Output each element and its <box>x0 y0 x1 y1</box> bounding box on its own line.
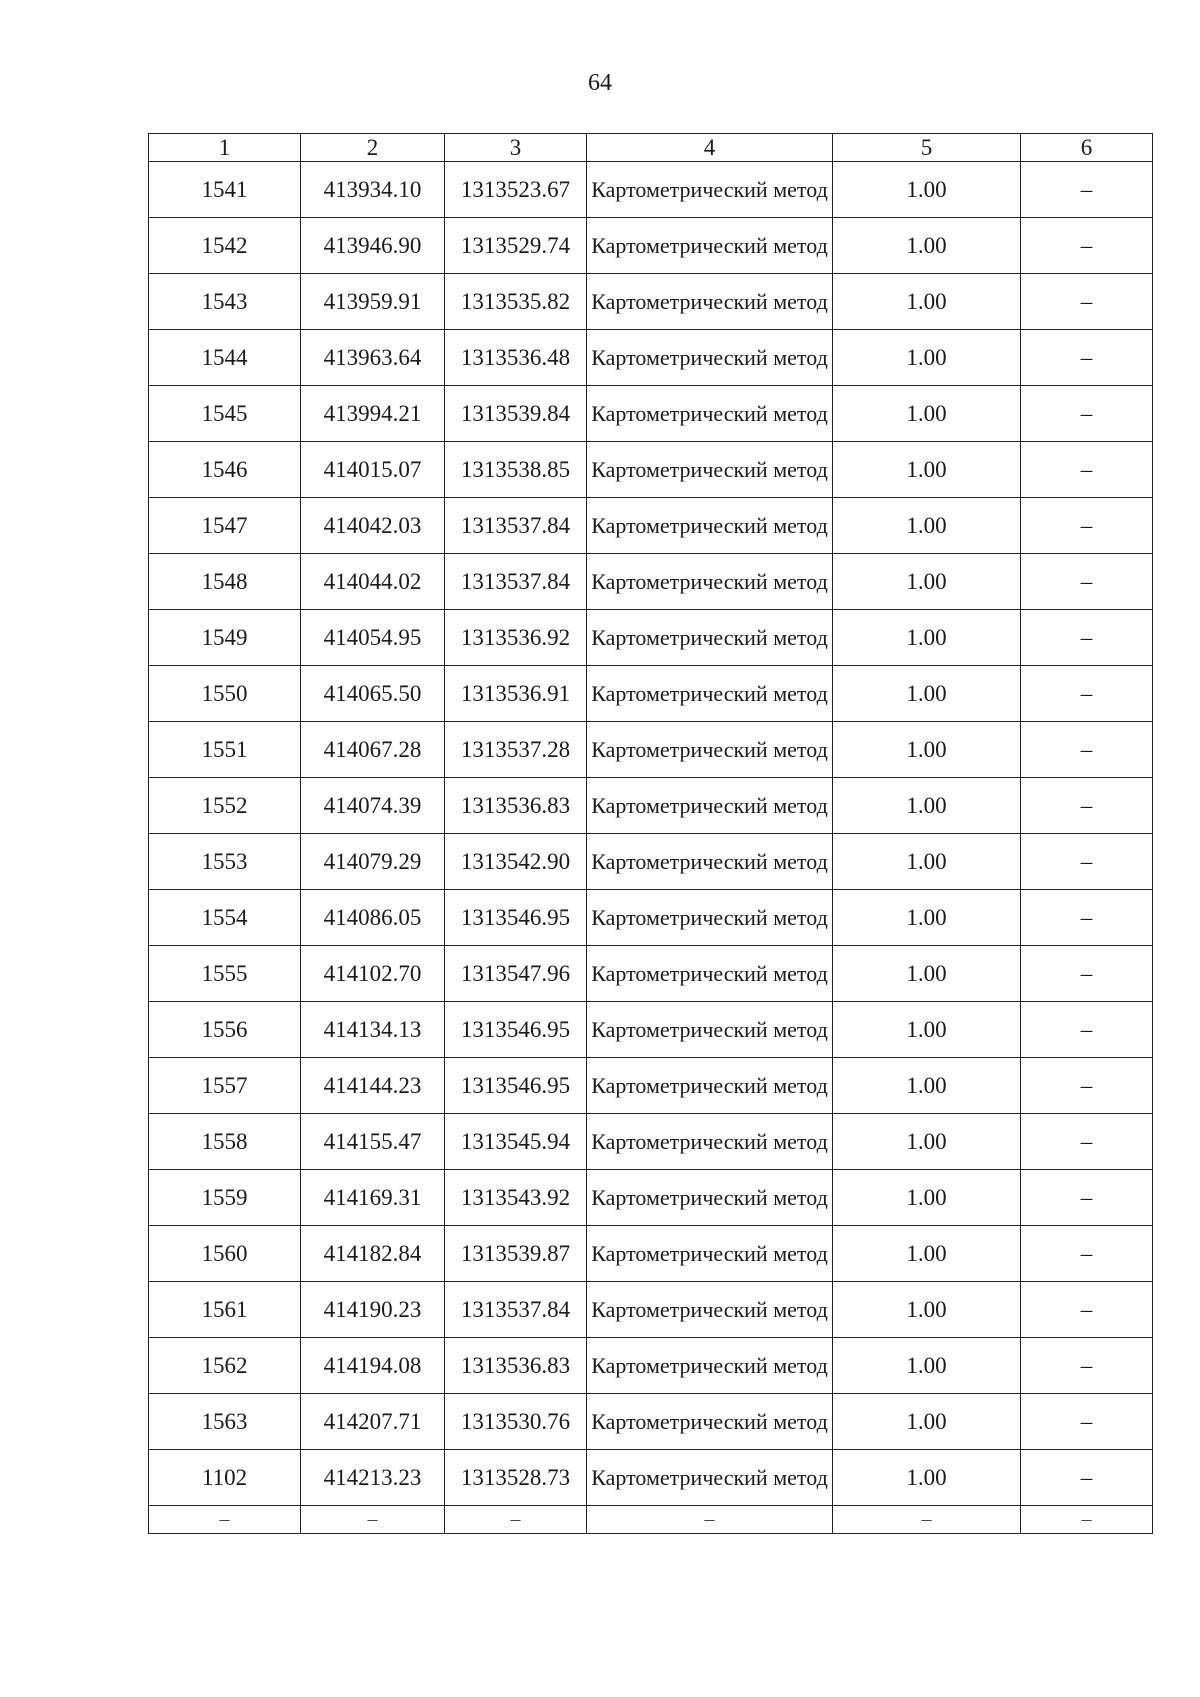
method-cell: Картометрический метод <box>587 1226 833 1282</box>
point-number-cell: 1553 <box>149 834 301 890</box>
note-cell: – <box>1021 890 1153 946</box>
y-coordinate-cell: 1313546.95 <box>445 890 587 946</box>
table-header-row <box>149 134 1153 162</box>
note-cell: – <box>1021 946 1153 1002</box>
method-cell: Картометрический метод <box>587 274 833 330</box>
table-row <box>149 1450 1153 1506</box>
end-row-dash-cell: – <box>445 1506 587 1534</box>
table-row <box>149 1114 1153 1170</box>
table-row <box>149 218 1153 274</box>
point-number-cell: 1559 <box>149 1170 301 1226</box>
x-coordinate-cell: 413946.90 <box>301 218 445 274</box>
point-number-cell: 1547 <box>149 498 301 554</box>
y-coordinate-cell: 1313537.84 <box>445 1282 587 1338</box>
point-number-cell: 1555 <box>149 946 301 1002</box>
accuracy-cell: 1.00 <box>833 1226 1021 1282</box>
point-number-cell: 1551 <box>149 722 301 778</box>
method-cell: Картометрический метод <box>587 554 833 610</box>
note-cell: – <box>1021 1058 1153 1114</box>
y-coordinate-cell: 1313535.82 <box>445 274 587 330</box>
note-cell: – <box>1021 610 1153 666</box>
y-coordinate-cell: 1313539.87 <box>445 1226 587 1282</box>
note-cell: – <box>1021 722 1153 778</box>
table-row <box>149 1058 1153 1114</box>
method-cell: Картометрический метод <box>587 890 833 946</box>
table-row <box>149 834 1153 890</box>
method-cell: Картометрический метод <box>587 1394 833 1450</box>
point-number-cell: 1542 <box>149 218 301 274</box>
y-coordinate-cell: 1313547.96 <box>445 946 587 1002</box>
x-coordinate-cell: 414207.71 <box>301 1394 445 1450</box>
end-row-dash-cell: – <box>301 1506 445 1534</box>
point-number-cell: 1550 <box>149 666 301 722</box>
x-coordinate-cell: 414102.70 <box>301 946 445 1002</box>
method-cell: Картометрический метод <box>587 162 833 218</box>
y-coordinate-cell: 1313536.48 <box>445 330 587 386</box>
method-cell: Картометрический метод <box>587 1058 833 1114</box>
note-cell: – <box>1021 386 1153 442</box>
method-cell: Картометрический метод <box>587 1450 833 1506</box>
point-number-cell: 1549 <box>149 610 301 666</box>
table-row <box>149 1282 1153 1338</box>
accuracy-cell: 1.00 <box>833 1338 1021 1394</box>
table-row <box>149 386 1153 442</box>
note-cell: – <box>1021 442 1153 498</box>
point-number-cell: 1546 <box>149 442 301 498</box>
method-cell: Картометрический метод <box>587 1338 833 1394</box>
note-cell: – <box>1021 554 1153 610</box>
x-coordinate-cell: 414079.29 <box>301 834 445 890</box>
accuracy-cell: 1.00 <box>833 778 1021 834</box>
point-number-cell: 1563 <box>149 1394 301 1450</box>
point-number-cell: 1548 <box>149 554 301 610</box>
note-cell: – <box>1021 274 1153 330</box>
end-row-dash-cell: – <box>149 1506 301 1534</box>
point-number-cell: 1543 <box>149 274 301 330</box>
y-coordinate-cell: 1313530.76 <box>445 1394 587 1450</box>
note-cell: – <box>1021 1002 1153 1058</box>
y-coordinate-cell: 1313545.94 <box>445 1114 587 1170</box>
table-row <box>149 610 1153 666</box>
point-number-cell: 1560 <box>149 1226 301 1282</box>
accuracy-cell: 1.00 <box>833 666 1021 722</box>
x-coordinate-cell: 414065.50 <box>301 666 445 722</box>
point-number-cell: 1541 <box>149 162 301 218</box>
table-row <box>149 778 1153 834</box>
point-number-cell: 1544 <box>149 330 301 386</box>
y-coordinate-cell: 1313543.92 <box>445 1170 587 1226</box>
accuracy-cell: 1.00 <box>833 1394 1021 1450</box>
accuracy-cell: 1.00 <box>833 1114 1021 1170</box>
method-cell: Картометрический метод <box>587 1282 833 1338</box>
table-row <box>149 946 1153 1002</box>
accuracy-cell: 1.00 <box>833 610 1021 666</box>
method-cell: Картометрический метод <box>587 1114 833 1170</box>
point-number-cell: 1562 <box>149 1338 301 1394</box>
column-header-3: 3 <box>445 134 587 162</box>
x-coordinate-cell: 414190.23 <box>301 1282 445 1338</box>
method-cell: Картометрический метод <box>587 610 833 666</box>
table-body <box>149 162 1153 1534</box>
x-coordinate-cell: 414182.84 <box>301 1226 445 1282</box>
column-header-4: 4 <box>587 134 833 162</box>
x-coordinate-cell: 413963.64 <box>301 330 445 386</box>
y-coordinate-cell: 1313537.28 <box>445 722 587 778</box>
x-coordinate-cell: 413959.91 <box>301 274 445 330</box>
method-cell: Картометрический метод <box>587 498 833 554</box>
method-cell: Картометрический метод <box>587 442 833 498</box>
y-coordinate-cell: 1313546.95 <box>445 1058 587 1114</box>
point-number-cell: 1558 <box>149 1114 301 1170</box>
point-number-cell: 1554 <box>149 890 301 946</box>
method-cell: Картометрический метод <box>587 834 833 890</box>
x-coordinate-cell: 414067.28 <box>301 722 445 778</box>
method-cell: Картометрический метод <box>587 218 833 274</box>
note-cell: – <box>1021 1114 1153 1170</box>
note-cell: – <box>1021 330 1153 386</box>
y-coordinate-cell: 1313542.90 <box>445 834 587 890</box>
method-cell: Картометрический метод <box>587 330 833 386</box>
x-coordinate-cell: 414086.05 <box>301 890 445 946</box>
accuracy-cell: 1.00 <box>833 1002 1021 1058</box>
table-row <box>149 1226 1153 1282</box>
y-coordinate-cell: 1313537.84 <box>445 498 587 554</box>
y-coordinate-cell: 1313538.85 <box>445 442 587 498</box>
table-row <box>149 274 1153 330</box>
y-coordinate-cell: 1313536.91 <box>445 666 587 722</box>
accuracy-cell: 1.00 <box>833 442 1021 498</box>
note-cell: – <box>1021 218 1153 274</box>
table-row <box>149 498 1153 554</box>
accuracy-cell: 1.00 <box>833 162 1021 218</box>
method-cell: Картометрический метод <box>587 1170 833 1226</box>
note-cell: – <box>1021 1282 1153 1338</box>
table-row <box>149 162 1153 218</box>
page-number: 64 <box>588 70 612 96</box>
note-cell: – <box>1021 498 1153 554</box>
accuracy-cell: 1.00 <box>833 946 1021 1002</box>
table-row <box>149 554 1153 610</box>
point-number-cell: 1556 <box>149 1002 301 1058</box>
table-row <box>149 1002 1153 1058</box>
note-cell: – <box>1021 834 1153 890</box>
accuracy-cell: 1.00 <box>833 554 1021 610</box>
method-cell: Картометрический метод <box>587 386 833 442</box>
accuracy-cell: 1.00 <box>833 890 1021 946</box>
x-coordinate-cell: 414169.31 <box>301 1170 445 1226</box>
coordinates-table <box>148 133 1153 1534</box>
note-cell: – <box>1021 1170 1153 1226</box>
table-row <box>149 722 1153 778</box>
y-coordinate-cell: 1313523.67 <box>445 162 587 218</box>
y-coordinate-cell: 1313536.92 <box>445 610 587 666</box>
y-coordinate-cell: 1313546.95 <box>445 1002 587 1058</box>
method-cell: Картометрический метод <box>587 778 833 834</box>
x-coordinate-cell: 414074.39 <box>301 778 445 834</box>
method-cell: Картометрический метод <box>587 722 833 778</box>
accuracy-cell: 1.00 <box>833 1058 1021 1114</box>
column-header-1: 1 <box>149 134 301 162</box>
x-coordinate-cell: 414155.47 <box>301 1114 445 1170</box>
accuracy-cell: 1.00 <box>833 274 1021 330</box>
y-coordinate-cell: 1313536.83 <box>445 1338 587 1394</box>
end-row-dash-cell: – <box>833 1506 1021 1534</box>
table-row <box>149 330 1153 386</box>
x-coordinate-cell: 414194.08 <box>301 1338 445 1394</box>
point-number-cell: 1557 <box>149 1058 301 1114</box>
accuracy-cell: 1.00 <box>833 498 1021 554</box>
table-row <box>149 890 1153 946</box>
note-cell: – <box>1021 778 1153 834</box>
method-cell: Картометрический метод <box>587 1002 833 1058</box>
y-coordinate-cell: 1313537.84 <box>445 554 587 610</box>
x-coordinate-cell: 414042.03 <box>301 498 445 554</box>
point-number-cell: 1545 <box>149 386 301 442</box>
note-cell: – <box>1021 162 1153 218</box>
y-coordinate-cell: 1313536.83 <box>445 778 587 834</box>
method-cell: Картометрический метод <box>587 666 833 722</box>
note-cell: – <box>1021 1450 1153 1506</box>
point-number-cell: 1561 <box>149 1282 301 1338</box>
x-coordinate-cell: 413934.10 <box>301 162 445 218</box>
accuracy-cell: 1.00 <box>833 218 1021 274</box>
point-number-cell: 1552 <box>149 778 301 834</box>
table-row <box>149 666 1153 722</box>
point-number-cell: 1102 <box>149 1450 301 1506</box>
note-cell: – <box>1021 1338 1153 1394</box>
accuracy-cell: 1.00 <box>833 834 1021 890</box>
accuracy-cell: 1.00 <box>833 330 1021 386</box>
column-header-5: 5 <box>833 134 1021 162</box>
accuracy-cell: 1.00 <box>833 1450 1021 1506</box>
column-header-2: 2 <box>301 134 445 162</box>
table-row <box>149 1394 1153 1450</box>
x-coordinate-cell: 414144.23 <box>301 1058 445 1114</box>
note-cell: – <box>1021 1226 1153 1282</box>
x-coordinate-cell: 414015.07 <box>301 442 445 498</box>
end-row-dash-cell: – <box>587 1506 833 1534</box>
accuracy-cell: 1.00 <box>833 1170 1021 1226</box>
table-row <box>149 1170 1153 1226</box>
note-cell: – <box>1021 666 1153 722</box>
table-row <box>149 442 1153 498</box>
x-coordinate-cell: 414054.95 <box>301 610 445 666</box>
table-row <box>149 1338 1153 1394</box>
x-coordinate-cell: 414044.02 <box>301 554 445 610</box>
accuracy-cell: 1.00 <box>833 722 1021 778</box>
method-cell: Картометрический метод <box>587 946 833 1002</box>
table-end-row <box>149 1506 1153 1534</box>
x-coordinate-cell: 414213.23 <box>301 1450 445 1506</box>
column-header-6: 6 <box>1021 134 1153 162</box>
x-coordinate-cell: 413994.21 <box>301 386 445 442</box>
y-coordinate-cell: 1313539.84 <box>445 386 587 442</box>
accuracy-cell: 1.00 <box>833 386 1021 442</box>
x-coordinate-cell: 414134.13 <box>301 1002 445 1058</box>
note-cell: – <box>1021 1394 1153 1450</box>
accuracy-cell: 1.00 <box>833 1282 1021 1338</box>
y-coordinate-cell: 1313529.74 <box>445 218 587 274</box>
end-row-dash-cell: – <box>1021 1506 1153 1534</box>
y-coordinate-cell: 1313528.73 <box>445 1450 587 1506</box>
